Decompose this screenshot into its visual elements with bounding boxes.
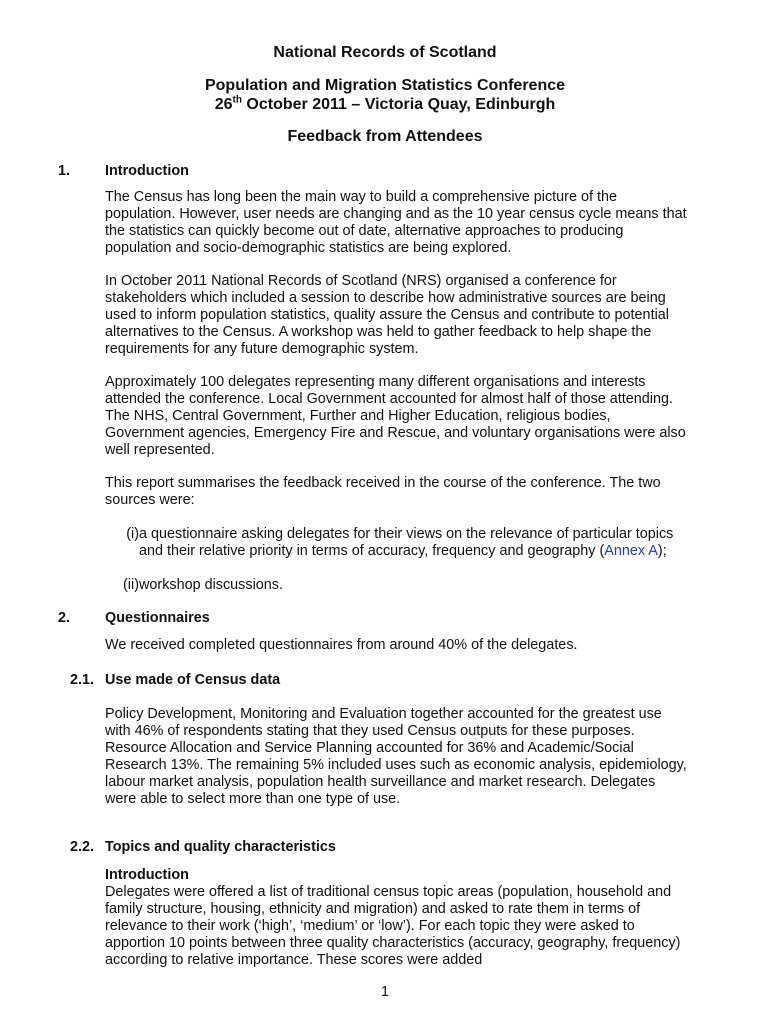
subsection-2-2-paragraph: Delegates were offered a list of traditional census topic areas (population, household and family structure, housing, ethnicity and migration) and asked to rate them in terms of relevance to their work (‘high’, ‘medium’ or ‘low’). For each topic they were asked to apportion 10 points between three quality characteristics (accuracy, geography, frequency) according to relative importance. These scores were added: [105, 884, 681, 968]
list-item-after: );: [657, 543, 667, 559]
section-1-title: Introduction: [105, 163, 189, 179]
section-1-paragraph-2: In October 2011 National Records of Scotland (NRS) organised a conference for stakeholders which included a session to describe how administrative sources are being used to inform population statistics, quality assure the Census and contribute to potential alternatives to the Census. A workshop was held to gather feedback to help shape the requirements for any future demographic system.: [105, 273, 669, 357]
annex-a-link[interactable]: Annex A: [604, 543, 658, 559]
section-2-paragraph-1: We received completed questionnaires from around 40% of the delegates.: [105, 637, 578, 653]
date-suffix: th: [232, 94, 242, 106]
subsection-2-2-number: 2.2.: [70, 839, 95, 855]
subsection-2-1-paragraph: Policy Development, Monitoring and Evaluation together accounted for the greatest use with 46% of respondents stating that they used Census outputs for these purposes. Resource Allocation and Service Planning accounted for 36% and Academic/Social Research 13%. The remaining 5% included uses such as economic analysis, epidemiology, labour market analysis, population health surveillance and market research. Delegates were able to select more than one type of use.: [105, 706, 687, 807]
subsection-2-2-title: Topics and quality characteristics: [105, 839, 336, 855]
subsection-2-2-intro-heading: Introduction: [105, 867, 189, 883]
section-2-title: Questionnaires: [105, 610, 210, 626]
section-2-number: 2.: [58, 610, 71, 626]
conference-title: Population and Migration Statistics Conference: [204, 77, 566, 94]
list-marker: (ii): [123, 577, 139, 593]
subsection-2-1-title: Use made of Census data: [105, 672, 281, 688]
section-1-number: 1.: [58, 163, 71, 179]
list-item-text: a questionnaire asking delegates for their views on the relevance of particular topics and their relative priority in terms of accuracy, frequency and geography (: [139, 526, 674, 559]
conference-date: [0, 96, 770, 114]
org-title: National Records of Scotland: [273, 44, 497, 61]
page-number: 1: [380, 984, 389, 1000]
feedback-title: Feedback from Attendees: [287, 128, 483, 145]
date-day: 26: [214, 96, 233, 113]
list-item-text: workshop discussions.: [139, 577, 283, 593]
subsection-2-1-number: 2.1.: [70, 672, 95, 688]
section-1-paragraph-3: Approximately 100 delegates representing many different organisations and interests attended the conference. Local Government accounted for almost half of those attending. The NHS, Central Government, Further and Higher Education, religious bodies, Government agencies, Emergency Fire and Rescue, and voluntary organisations were also well represented.: [105, 374, 686, 458]
section-1-paragraph-4: This report summarises the feedback received in the course of the conference. The two sources were:: [105, 475, 661, 508]
list-marker: (i): [126, 526, 139, 542]
date-rest: October 2011 – Victoria Quay, Edinburgh: [241, 96, 556, 113]
section-1-paragraph-1: The Census has long been the main way to build a comprehensive picture of the population. However, user needs are changing and as the 10 year census cycle means that the statistics can quickly become out of date, alternative approaches to producing population and socio-demographic statistics are being explored.: [105, 189, 687, 256]
